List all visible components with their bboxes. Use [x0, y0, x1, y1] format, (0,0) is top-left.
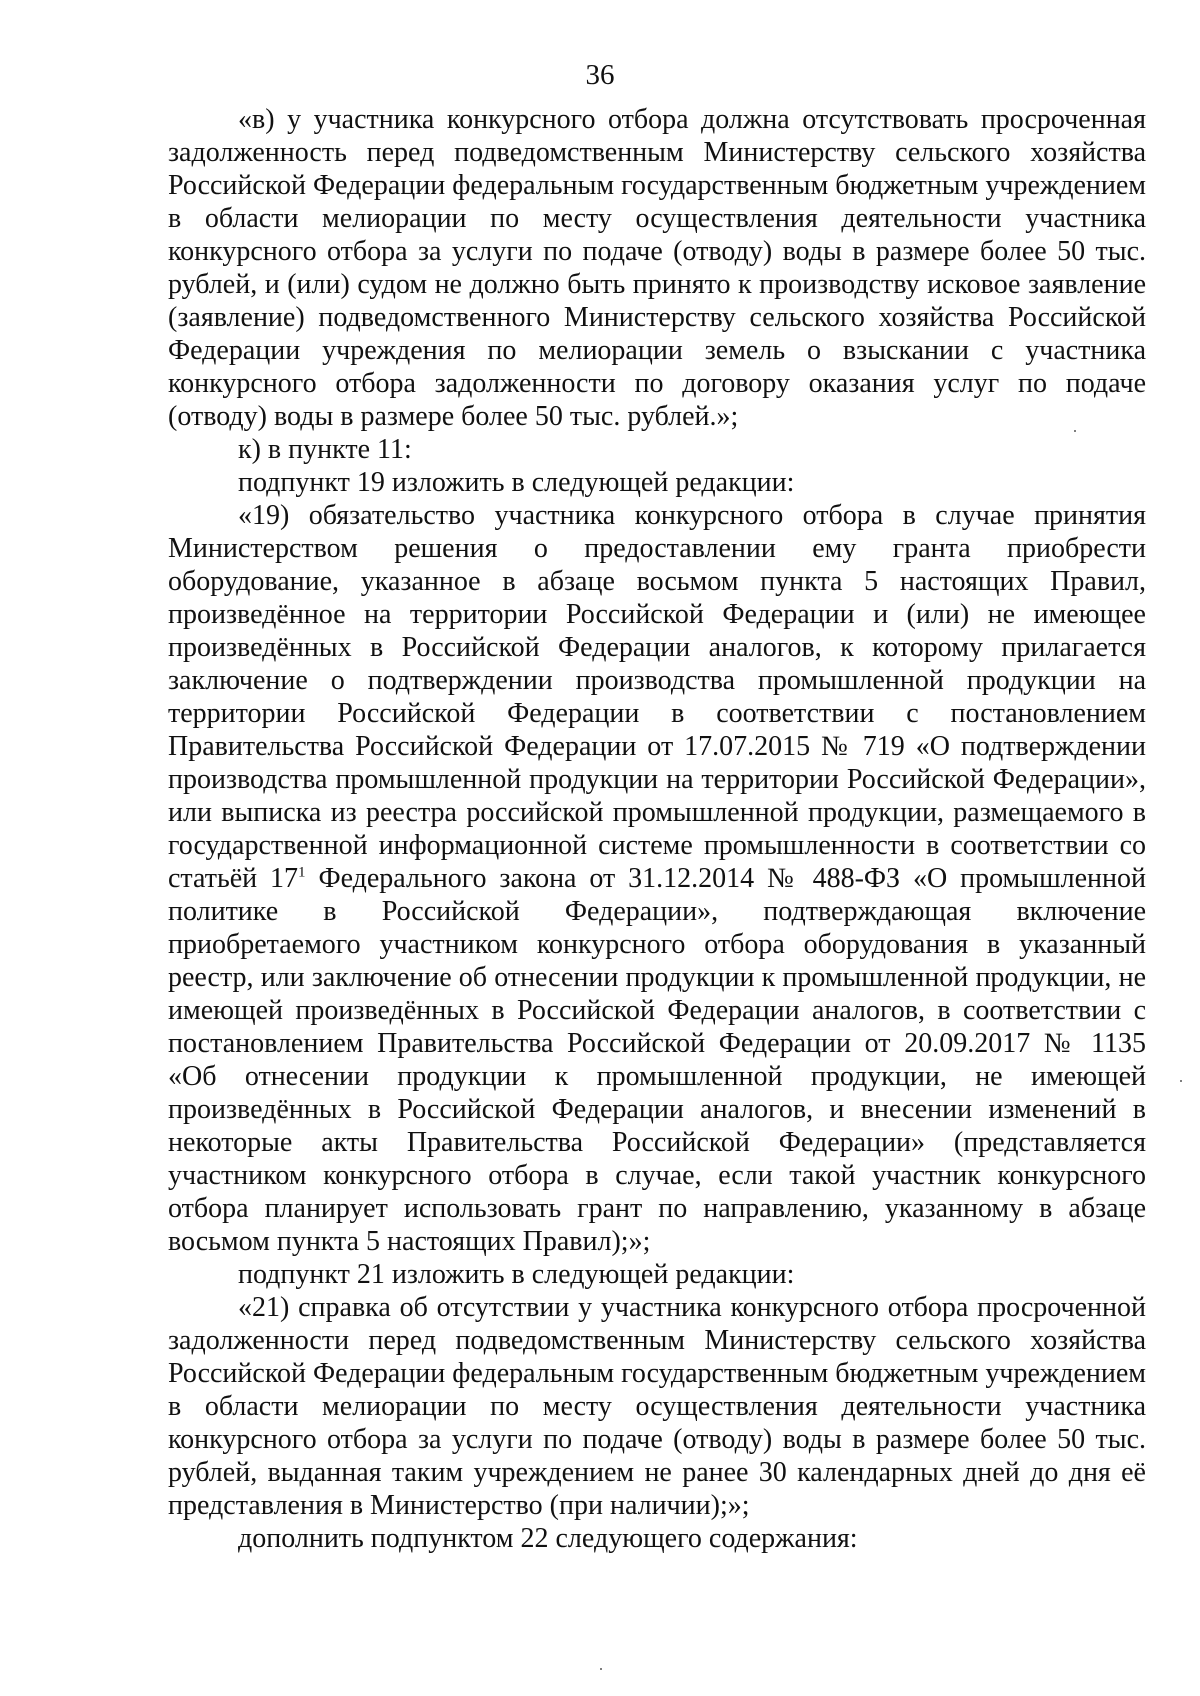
- scan-speck: [600, 1668, 602, 1670]
- page-number: 36: [585, 59, 615, 91]
- paragraph-item-k: к) в пункте 11:: [238, 434, 412, 465]
- paragraph-subitem-19-text-start: «19) обязательство участника конкурсного отбора в случае принятия Министерством решения о предоставлении ему гранта приобрести оборудование, указанное в абзаце восьмом пункта 5 настоящих Правил, произведённое на территории Российской Федерации и (или) не имеющее произведённых в Российской Федерации аналогов, к которому прилагается заключение о подтверждении производства промышленной продукции на территории Российской Федерации в соответствии с постановлением Правительства Российской Федерации от 17.07.2015 № 719 «О подтверждении производства промышленной продукции на территории Российской Федерации», или выписка из реестра российской промышленной продукции, размещаемого в государственной информационной системе промышленности в соответствии со статьёй 17: [168, 500, 1146, 894]
- scan-speck: [1074, 430, 1076, 432]
- paragraph-subitem-19: [168, 499, 1146, 1258]
- article-superscript: 1: [298, 864, 306, 881]
- paragraph-subitem-21-intro: подпункт 21 изложить в следующей редакции:: [238, 1259, 795, 1290]
- scan-speck: [1180, 1080, 1182, 1082]
- document-body: [168, 103, 1146, 1555]
- paragraph-subitem-22-intro: дополнить подпунктом 22 следующего содержания:: [238, 1523, 858, 1554]
- paragraph-subitem-21: «21) справка об отсутствии у участника конкурсного отбора просроченной задолженности перед подведомственным Министерству сельского хозяйства Российской Федерации федеральным государственным бюджетным учреждением в области мелиорации по месту осуществления деятельности участника конкурсного отбора за услуги по подаче (отводу) воды в размере более 50 тыс. рублей, выданная таким учреждением не ранее 30 календарных дней до дня её представления в Министерство (при наличии);»;: [168, 1292, 1146, 1521]
- paragraph-subitem-v: «в) у участника конкурсного отбора должна отсутствовать просроченная задолженность перед подведомственным Министерству сельского хозяйства Российской Федерации федеральным государственным бюджетным учреждением в области мелиорации по месту осуществления деятельности участника конкурсного отбора за услуги по подаче (отводу) воды в размере более 50 тыс. рублей, и (или) судом не должно быть принято к производству исковое заявление (заявление) подведомственного Министерству сельского хозяйства Российской Федерации учреждения по мелиорации земель о взыскании с участника конкурсного отбора задолженности по договору оказания услуг по подаче (отводу) воды в размере более 50 тыс. рублей.»;: [168, 104, 1146, 432]
- paragraph-subitem-19-intro: подпункт 19 изложить в следующей редакции:: [238, 467, 795, 498]
- paragraph-subitem-19-text-end: Федерального закона от 31.12.2014 № 488-ФЗ «О промышленной политике в Российской Федерации», подтверждающая включение приобретаемого участником конкурсного отбора оборудования в указанный реестр, или заключение об отнесении продукции к промышленной продукции, не имеющей произведённых в Российской Федерации аналогов, в соответствии с постановлением Правительства Российской Федерации от 20.09.2017 № 1135 «Об отнесении продукции к промышленной продукции, не имеющей произведённых в Российской Федерации аналогов, и внесении изменений в некоторые акты Правительства Российской Федерации» (представляется участником конкурсного отбора в случае, если такой участник конкурсного отбора планирует использовать грант по направлению, указанному в абзаце восьмом пункта 5 настоящих Правил);»;: [168, 863, 1146, 1257]
